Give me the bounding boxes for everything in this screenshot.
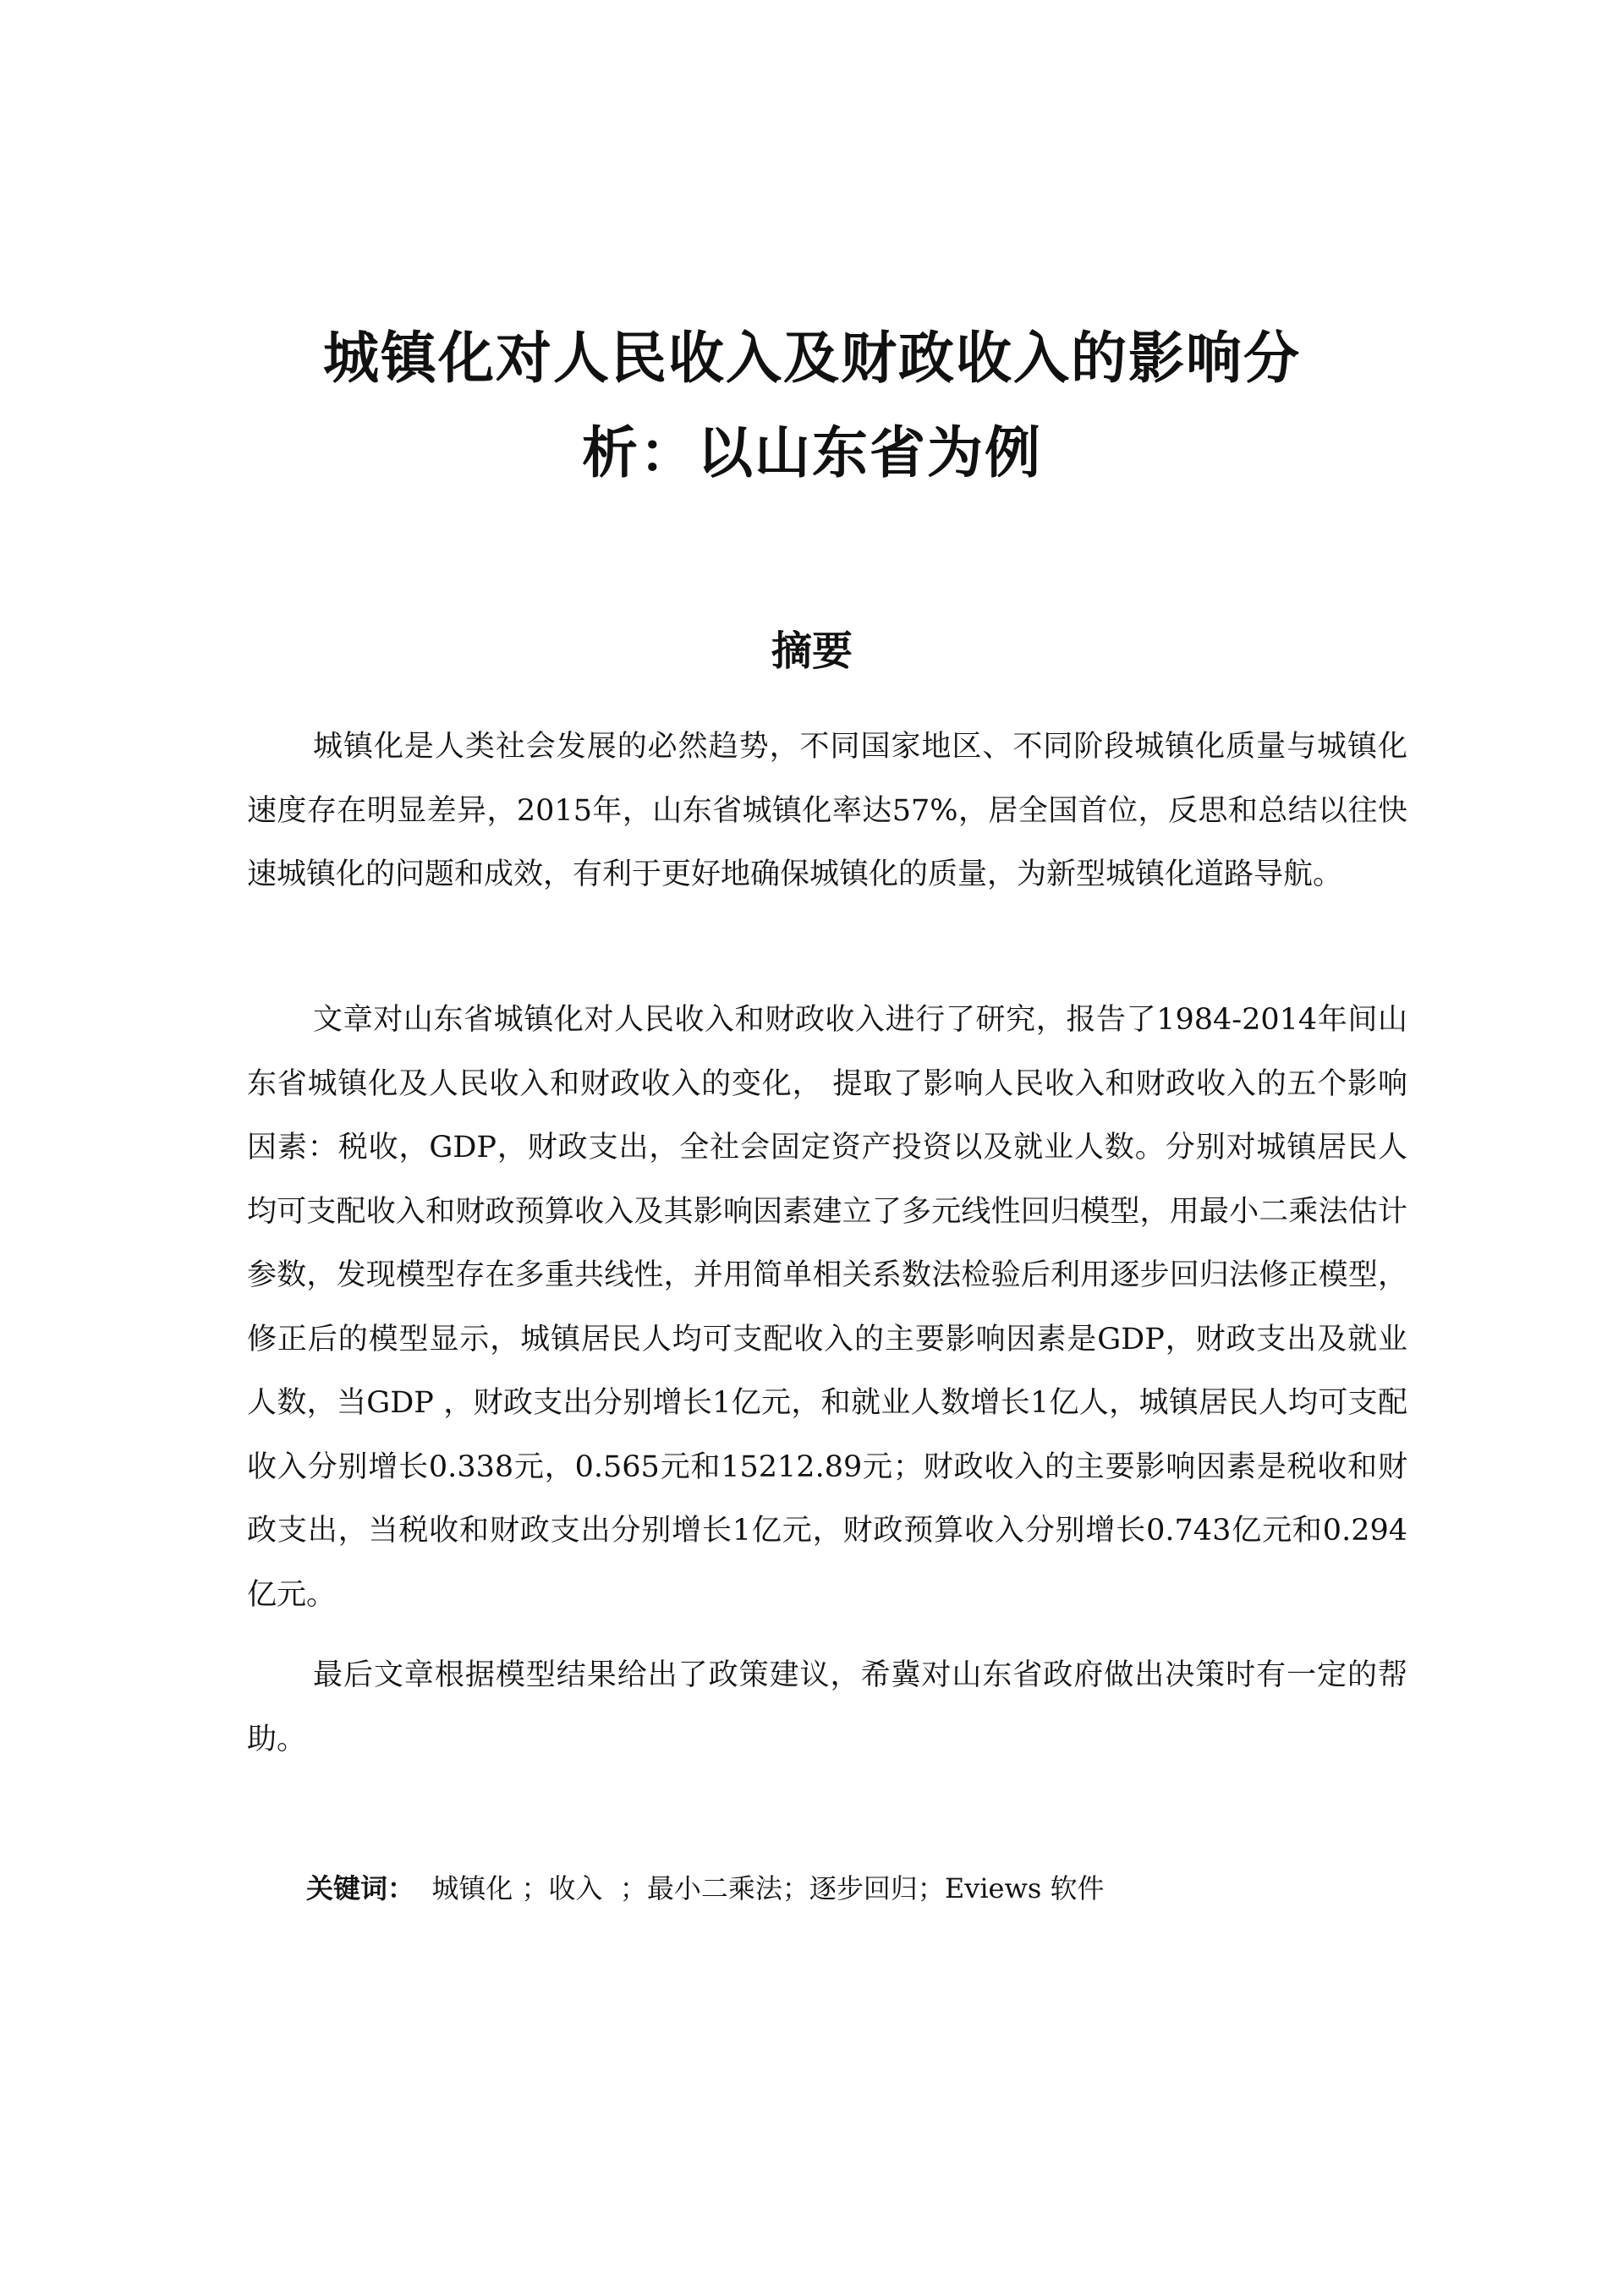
abstract-paragraph-2 [247, 989, 1407, 1627]
keywords-text: 城镇化 ；收入 ；最小二乘法；逐步回归；Eviews 软件 [414, 1872, 1105, 1904]
paragraph-text: 文章对山东省城镇化对人民收入和财政收入进行了研究，报告了1984-2014年间山东省城镇化及人民收入和财政收入的变化， 提取了影响人民收入和财政收入的五个影响因素：税收，GDP，财政支出，全社会固定资产投资以及就业人数。分别对城镇居民人均可支配收入和财政预算收入及其影响因素建立了多元线性回归模型，用最小二乘法估计参数，发现模型存在多重共线性，并用简单相关系数法检验后利用逐步回归法修正模型，修正后的模型显示，城镇居民人均可支配收入的主要影响因素是GDP，财政支出及就业人数，当GDP ，财政支出分别增长1亿元，和就业人数增长1亿人，城镇居民人均可支配收入分别增长0.338元，0.565元和15212.89元；财政收入的主要影响因素是税收和财政支出，当税收和财政支出分别增长1亿元，财政预算收入分别增长0.743亿元和0.294亿元。 [247, 1003, 1407, 1612]
title-line-1: 城镇化对人民收入及财政收入的影响分 [323, 326, 1301, 391]
paragraph-text: 城镇化是人类社会发展的必然趋势，不同国家地区、不同阶段城镇化质量与城镇化速度存在明显差异，2015年，山东省城镇化率达57%，居全国首位，反思和总结以往快速城镇化的问题和成效，有利于更好地确保城镇化的质量，为新型城镇化道路导航。 [247, 730, 1407, 891]
document-title [220, 311, 1404, 501]
abstract-heading: 摘要 [771, 627, 853, 675]
keywords-label: 关键词： [306, 1872, 415, 1904]
keywords-line [306, 1868, 1104, 1909]
paragraph-text: 最后文章根据模型结果给出了政策建议，希冀对山东省政府做出决策时有一定的帮助。 [247, 1658, 1407, 1756]
abstract-paragraph-3 [247, 1644, 1407, 1772]
title-line-2: 析：以山东省为例 [582, 420, 1042, 485]
abstract-paragraph-1 [247, 715, 1407, 907]
